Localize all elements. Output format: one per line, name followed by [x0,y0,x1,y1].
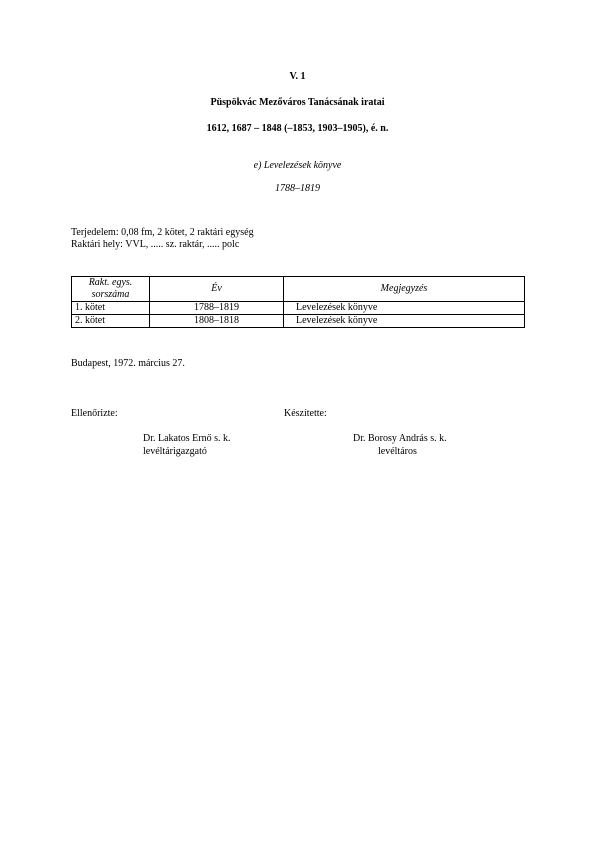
checked-by-name: Dr. Lakatos Ernő s. k. [143,433,231,444]
extent-line: Terjedelem: 0,08 fm, 2 kötet, 2 raktári egység [71,227,254,238]
subseries-years: 1788–1819 [275,183,320,194]
prepared-by-label: Készítette: [284,408,327,419]
series-number: V. 1 [289,71,306,82]
document-title: Püspökvác Mezőváros Tanácsának iratai [210,97,385,108]
table-row [72,302,525,315]
date-range: 1612, 1687 – 1848 (–1853, 1903–1905), é. n. [206,123,389,134]
checked-by-label: Ellenőrizte: [71,408,118,419]
location-line: Raktári hely: VVL, ..... sz. raktár, ..... polc [71,239,240,250]
column-header-year: Év [150,277,284,302]
prepared-by-name: Dr. Borosy András s. k. [353,433,447,444]
subseries-title: e) Levelezések könyve [253,160,342,171]
cell-year: 1808–1818 [150,315,284,328]
table-row [72,315,525,328]
cell-unit: 1. kötet [72,302,150,315]
column-header-note: Megjegyzés [284,277,525,302]
inventory-table [71,276,525,328]
prepared-by-title: levéltáros [378,446,417,457]
cell-note: Levelezések könyve [284,315,525,328]
cell-note: Levelezések könyve [284,302,525,315]
cell-year: 1788–1819 [150,302,284,315]
checked-by-title: levéltárigazgató [143,446,207,457]
place-date: Budapest, 1972. március 27. [71,358,185,369]
table-header-row [72,277,525,302]
column-header-unit: Rakt. egys. sorszáma [72,277,150,302]
cell-unit: 2. kötet [72,315,150,328]
